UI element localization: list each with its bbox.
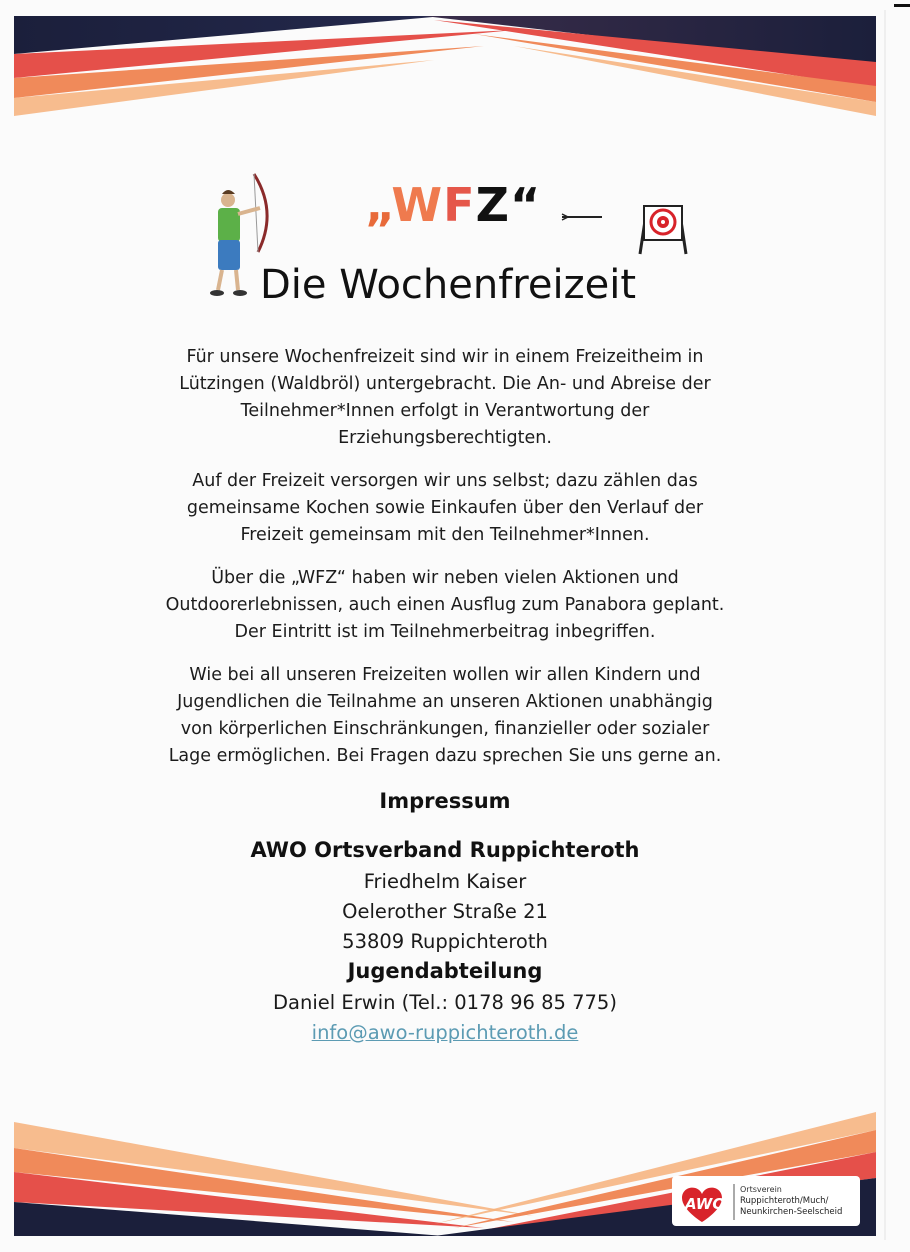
- paragraph-line: Teilnehmer*Innen erfolgt in Verantwortung der: [240, 401, 650, 421]
- awo-logo-line3: Neunkirchen-Seelscheid: [740, 1207, 843, 1217]
- paragraph-line: Outdoorerlebnissen, auch einen Ausflug zum Panabora geplant.: [165, 595, 725, 615]
- title-open-quote: „: [365, 178, 392, 232]
- paragraph-line: Lage ermöglichen. Bei Fragen dazu sprechen Sie uns gerne an.: [168, 746, 722, 766]
- impressum-section: Jugendabteilung: [347, 959, 543, 983]
- paragraph-line: Erziehungsberechtigten.: [338, 428, 552, 448]
- paragraph-line: von körperlichen Einschränkungen, finanzieller oder sozialer: [180, 719, 710, 739]
- paragraph-line: Der Eintritt ist im Teilnehmerbeitrag inbegriffen.: [234, 622, 656, 642]
- arrow-icon: [560, 208, 604, 227]
- awo-logo: [672, 1176, 860, 1230]
- paragraph-line: Jugendlichen die Teilnahme an unseren Aktionen unabhängig: [177, 692, 713, 712]
- paragraph-activities: [140, 565, 750, 646]
- email-link[interactable]: info@awo-ruppichteroth.de: [311, 1021, 579, 1044]
- awo-logo-line1: Ortsverein: [740, 1185, 782, 1194]
- impressum-street: Oelerother Straße 21: [342, 900, 548, 923]
- paragraph-line: Lützingen (Waldbröl) untergebracht. Die An- und Abreise der: [179, 374, 711, 394]
- impressum-name: Friedhelm Kaiser: [363, 870, 527, 893]
- top-decorative-banner: [14, 16, 876, 116]
- title-letter-z: Z: [475, 178, 510, 232]
- impressum-org: AWO Ortsverband Ruppichteroth: [250, 838, 640, 862]
- impressum-heading: Impressum: [379, 789, 511, 813]
- paragraph-accommodation: [140, 344, 750, 452]
- paragraph-line: Für unsere Wochenfreizeit sind wir in einem Freizeitheim in: [186, 347, 704, 367]
- awo-logo-brand: AWO: [685, 1195, 726, 1213]
- scan-corner-mark: [894, 4, 910, 7]
- wfz-title: [365, 178, 541, 232]
- awo-logo-line2: Ruppichteroth/Much/: [740, 1196, 829, 1206]
- paragraph-inclusion: [140, 662, 750, 770]
- paragraph-line: gemeinsame Kochen sowie Einkaufen über den Verlauf der: [186, 498, 704, 518]
- impressum-city: 53809 Ruppichteroth: [342, 930, 548, 953]
- subtitle: Die Wochenfreizeit: [260, 262, 636, 308]
- paragraph-line: Wie bei all unseren Freizeiten wollen wir allen Kindern und: [189, 665, 701, 685]
- title-close-quote: “: [509, 178, 542, 232]
- title-row: [0, 178, 910, 238]
- paragraph-line: Über die „WFZ“ haben wir neben vielen Aktionen und: [211, 568, 679, 588]
- paragraph-line: Freizeit gemeinsam mit den Teilnehmer*Innen.: [240, 525, 650, 545]
- title-letter-f: F: [443, 178, 476, 232]
- impressum-contact: Daniel Erwin (Tel.: 0178 96 85 775): [273, 991, 617, 1014]
- archery-target-icon: [636, 202, 690, 260]
- title-letter-w: W: [391, 178, 444, 232]
- email-link-wrapper: [0, 1021, 890, 1044]
- paragraph-line: Auf der Freizeit versorgen wir uns selbst; dazu zählen das: [192, 471, 698, 491]
- paragraph-self-catering: [140, 468, 750, 549]
